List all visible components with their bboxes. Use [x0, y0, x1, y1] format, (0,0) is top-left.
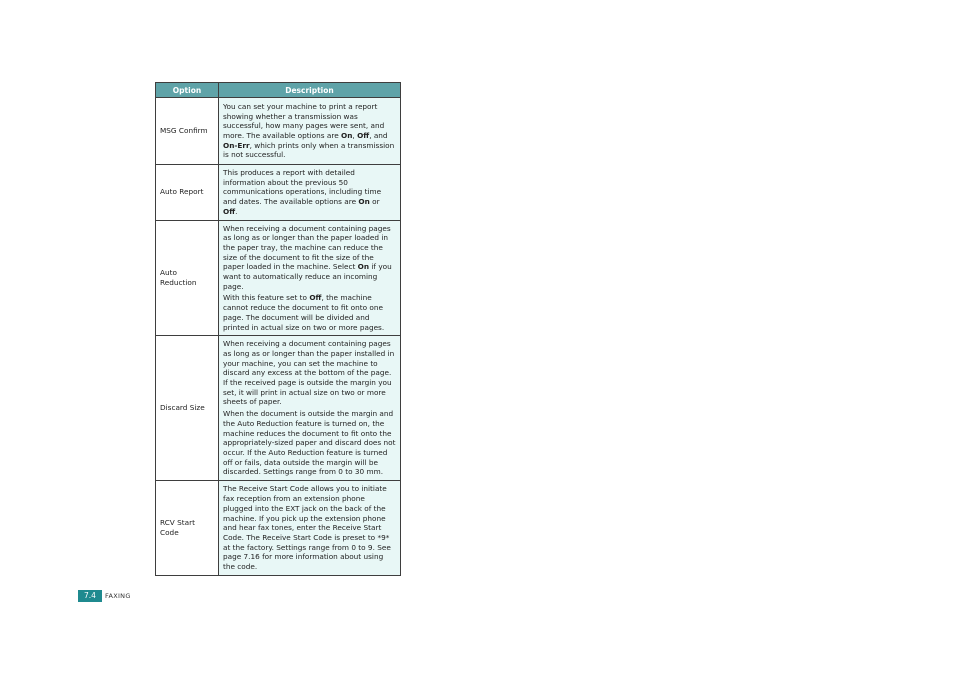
option-cell: Auto Reduction: [156, 220, 219, 336]
section-title: FAXING: [105, 592, 131, 600]
option-value-text: On: [341, 131, 353, 140]
description-text: The Receive Start Code allows you to initiate fax reception from an extension phone plugged into the EXT jack on the back of the machine. If you pick up the extension phone and hear fax tones, enter the Receive Start Code. The Receive Start Code is preset to *9* at the factory. Settings range from 0 to 9. See page 7.16 for more information about using the code.: [223, 484, 391, 572]
table-header-row: [156, 83, 401, 98]
option-column-header: Option: [156, 83, 219, 98]
description-text: When receiving a document containing pages as long as or longer than the paper installed in your machine, you can set the machine to discard any excess at the bottom of the page. If the received page is outside the margin you set, it will print in actual size on two or more sheets of paper.: [223, 339, 395, 407]
option-value-text: Off: [309, 293, 322, 303]
option-value-text: On: [358, 197, 370, 207]
description-cell: [219, 336, 401, 481]
table-row: [156, 165, 401, 221]
description-text: or: [369, 197, 380, 207]
description-text: When the document is outside the margin and the Auto Reduction feature is turned on, the machine reduces the document to fit onto the appropriately-sized paper and discard does not occur. If the Auto Reduction feature is turned off or fails, data outside the margin will be discarded. Settings range from 0 to 30 mm.: [223, 409, 396, 477]
description-column-header: Description: [219, 83, 401, 98]
description-cell: [219, 98, 401, 165]
description-paragraph: [223, 339, 396, 407]
option-value-text: On: [357, 262, 370, 272]
description-text: , and: [369, 131, 388, 140]
table-row: [156, 220, 401, 336]
description-text: if you want to automatically reduce an incoming page.: [223, 262, 392, 291]
description-cell: [219, 165, 401, 221]
table-row: [156, 481, 401, 576]
description-paragraph: [223, 293, 396, 332]
description-text: , the machine cannot reduce the document to fit onto one page. The document will be divided and printed in actual size on two or more pages.: [223, 293, 385, 332]
description-text: This produces a report with detailed information about the previous 50 communications operations, including time and dates. The available options are: [223, 168, 382, 207]
description-text: You can set your machine to print a report showing whether a transmission was successful, how many pages were sent, and more. The available options are: [223, 101, 385, 140]
description-text: When receiving a document containing pages as long as or longer than the paper loaded in the paper tray, the machine can reduce the size of the document to fit the size of the paper loaded in the machine. Select: [223, 223, 391, 272]
table-row: [156, 336, 401, 481]
page-number-badge: 7.4: [78, 590, 102, 602]
option-cell: RCV Start Code: [156, 481, 219, 576]
option-value-text: Off: [357, 131, 370, 140]
description-paragraph: [223, 102, 396, 160]
description-paragraph: [223, 168, 396, 217]
description-text: ,: [352, 131, 358, 140]
option-value-text: Off: [223, 206, 236, 216]
description-cell: [219, 481, 401, 576]
description-paragraph: [223, 224, 396, 292]
description-text: , which prints only when a transmission is not successful.: [223, 140, 395, 160]
description-text: .: [235, 206, 238, 216]
description-text: With this feature set to: [223, 293, 310, 303]
description-paragraph: [223, 409, 396, 477]
options-table: [155, 82, 401, 576]
options-table-container: [155, 82, 401, 576]
option-cell: MSG Confirm: [156, 98, 219, 165]
description-cell: [219, 220, 401, 336]
option-cell: Discard Size: [156, 336, 219, 481]
table-row: [156, 98, 401, 165]
description-paragraph: [223, 484, 396, 571]
option-cell: Auto Report: [156, 165, 219, 221]
option-value-text: On-Err: [223, 140, 250, 150]
page-footer: [78, 590, 131, 602]
